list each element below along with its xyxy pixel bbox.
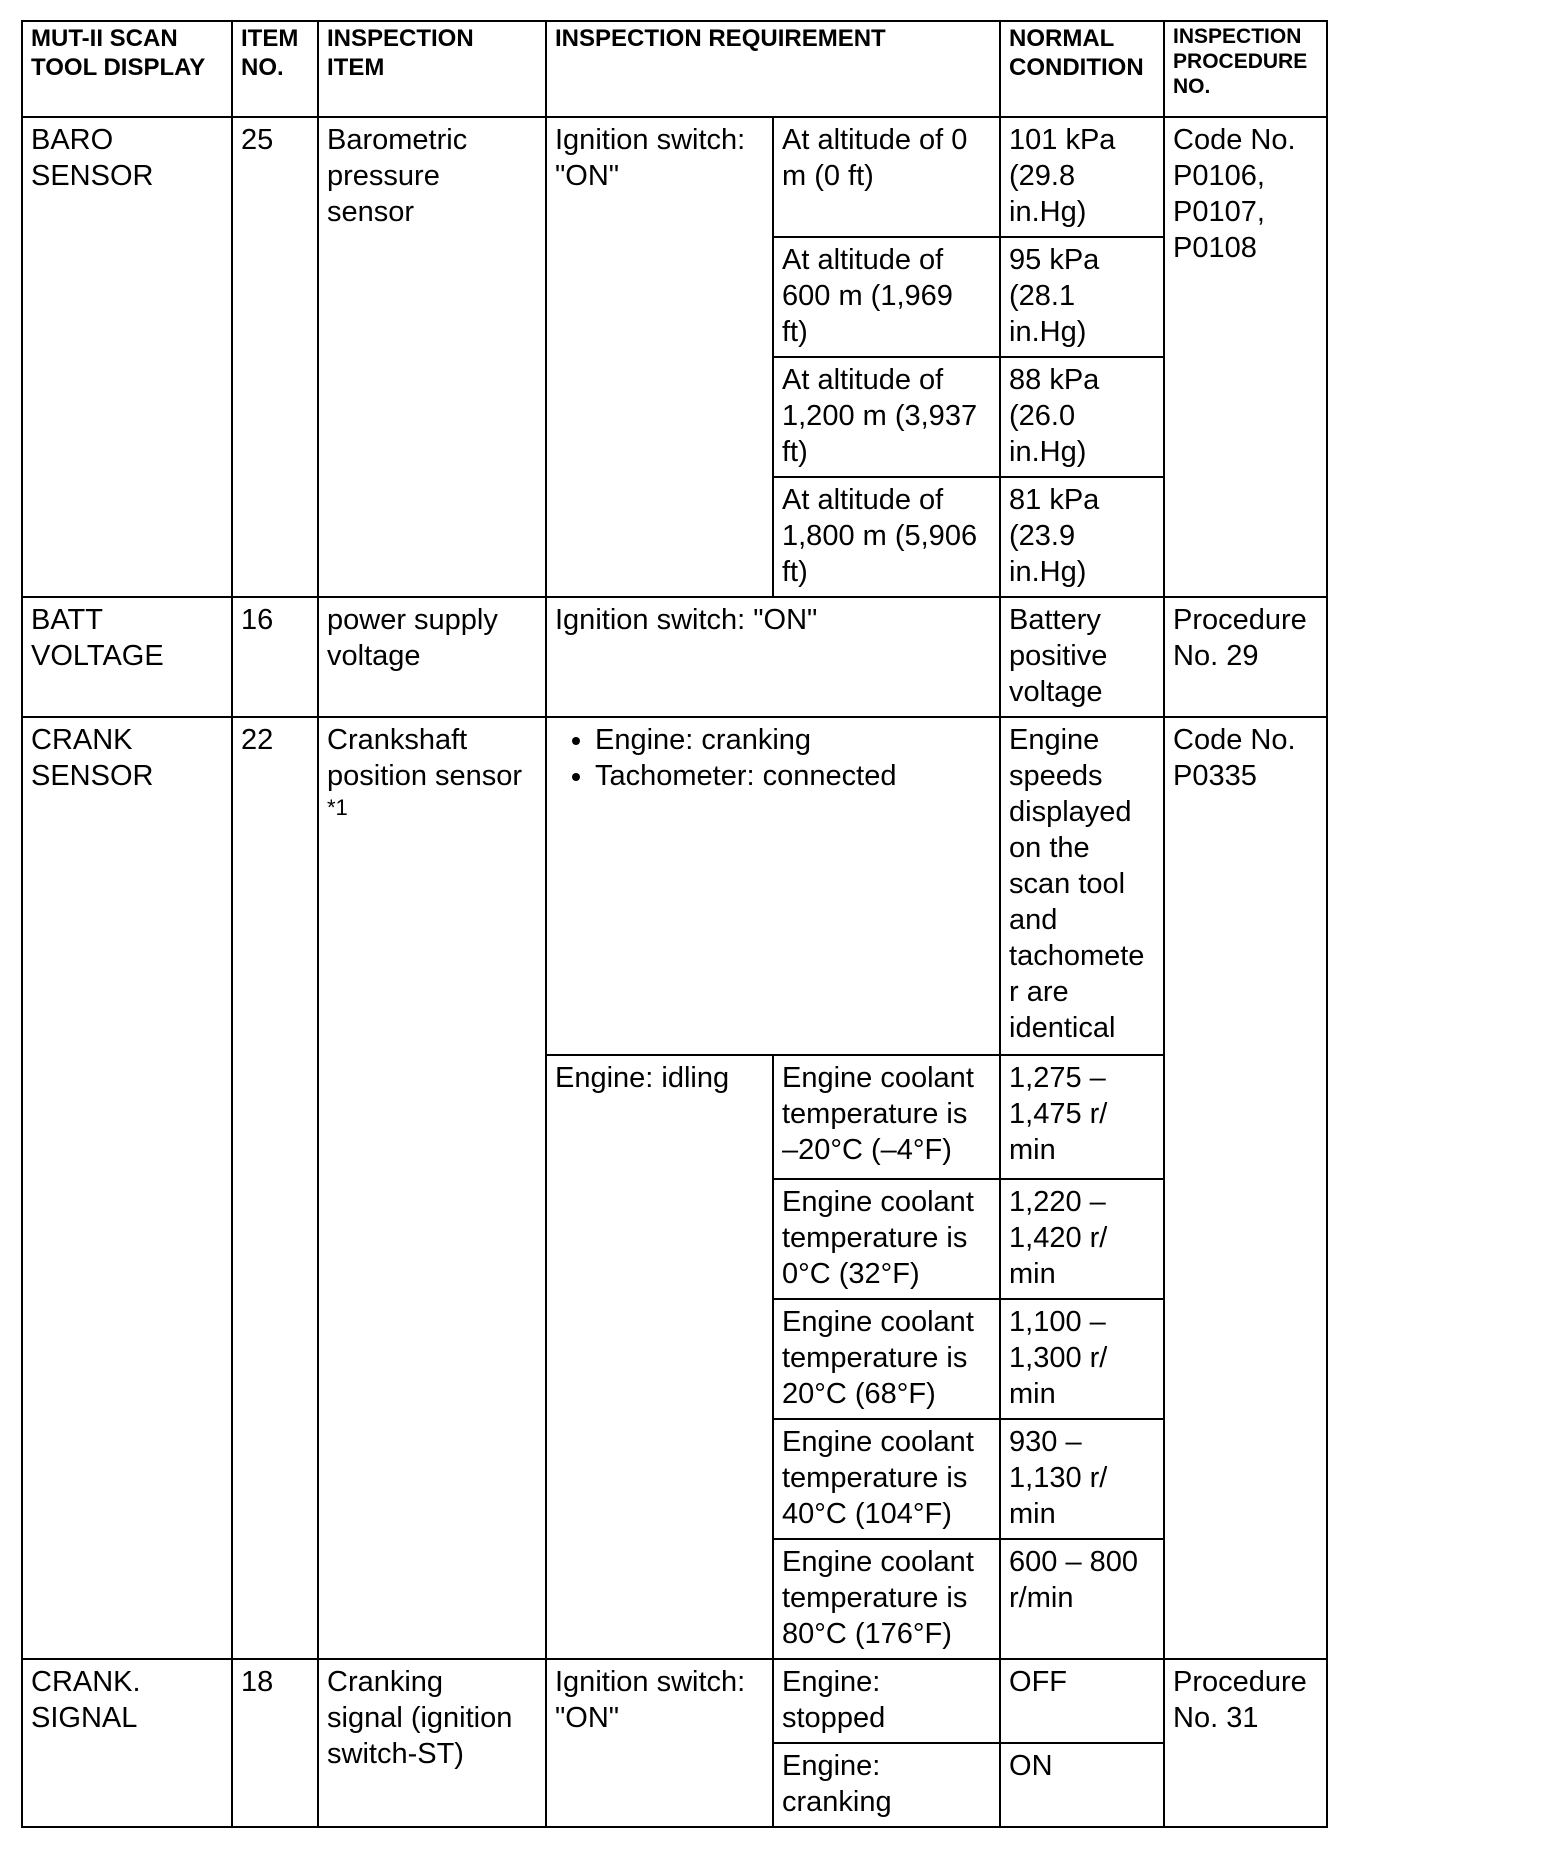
baro-altitude-3: At altitude of 1,200 m (3,937 ft) bbox=[773, 357, 1000, 477]
crank-bullet-2: • Tachometer: connected bbox=[595, 758, 991, 794]
baro-normal-4: 81 kPa (23.9 in.Hg) bbox=[1000, 477, 1164, 597]
crank-cranking-normal: Engine speeds displayed on the scan tool and tachomete r are identical bbox=[1000, 717, 1164, 1055]
signal-state-1: Engine: stopped bbox=[773, 1659, 1000, 1743]
crank-idle-normal-5: 600 – 800 r/min bbox=[1000, 1539, 1164, 1659]
baro-altitude-1: At altitude of 0 m (0 ft) bbox=[773, 117, 1000, 237]
batt-normal: Battery positive voltage bbox=[1000, 597, 1164, 717]
baro-normal-2: 95 kPa (28.1 in.Hg) bbox=[1000, 237, 1164, 357]
header-inspection-requirement: INSPECTION REQUIREMENT bbox=[546, 21, 1000, 117]
crank-idle-normal-2: 1,220 – 1,420 r/ min bbox=[1000, 1179, 1164, 1299]
crank-idle-condition: Engine: idling bbox=[546, 1055, 773, 1659]
batt-display: BATT VOLTAGE bbox=[22, 597, 232, 717]
signal-normal-1: OFF bbox=[1000, 1659, 1164, 1743]
baro-item-no: 25 bbox=[232, 117, 318, 597]
crank-idle-normal-4: 930 – 1,130 r/ min bbox=[1000, 1419, 1164, 1539]
crank-idle-normal-3: 1,100 – 1,300 r/ min bbox=[1000, 1299, 1164, 1419]
crank-bullet-1: • Engine: cranking bbox=[595, 722, 991, 758]
signal-item-no: 18 bbox=[232, 1659, 318, 1827]
crank-item-no: 22 bbox=[232, 717, 318, 1659]
table-row-signal-1 bbox=[22, 1659, 1327, 1743]
batt-procedure: Procedure No. 29 bbox=[1164, 597, 1327, 717]
crank-display: CRANK SENSOR bbox=[22, 717, 232, 1659]
signal-normal-2: ON bbox=[1000, 1743, 1164, 1827]
crank-idle-temp-3: Engine coolant temperature is 20°C (68°F) bbox=[773, 1299, 1000, 1419]
crank-item-cell bbox=[318, 717, 546, 1659]
baro-normal-1: 101 kPa (29.8 in.Hg) bbox=[1000, 117, 1164, 237]
crank-cranking-requirement bbox=[546, 717, 1000, 1055]
crank-idle-normal-1: 1,275 – 1,475 r/ min bbox=[1000, 1055, 1164, 1179]
batt-item-no: 16 bbox=[232, 597, 318, 717]
signal-item: Cranking signal (ignition switch-ST) bbox=[318, 1659, 546, 1827]
crank-idle-temp-2: Engine coolant temperature is 0°C (32°F) bbox=[773, 1179, 1000, 1299]
header-scan-tool-display: MUT-II SCAN TOOL DISPLAY bbox=[22, 21, 232, 117]
signal-condition: Ignition switch: "ON" bbox=[546, 1659, 773, 1827]
baro-altitude-4: At altitude of 1,800 m (5,906 ft) bbox=[773, 477, 1000, 597]
crank-idle-temp-5: Engine coolant temperature is 80°C (176°F) bbox=[773, 1539, 1000, 1659]
baro-item: Barometric pressure sensor bbox=[318, 117, 546, 597]
inspection-table bbox=[21, 20, 1328, 1828]
batt-item: power supply voltage bbox=[318, 597, 546, 717]
crank-item: Crankshaft position sensor bbox=[327, 724, 523, 792]
header-item-no: ITEM NO. bbox=[232, 21, 318, 117]
header-inspection-procedure: INSPECTION PROCEDURE NO. bbox=[1164, 21, 1327, 117]
crank-idle-temp-1: Engine coolant temperature is –20°C (–4°F) bbox=[773, 1055, 1000, 1179]
table-row-crank-cranking bbox=[22, 717, 1327, 1055]
header-row bbox=[22, 21, 1327, 117]
baro-condition: Ignition switch: "ON" bbox=[546, 117, 773, 597]
baro-altitude-2: At altitude of 600 m (1,969 ft) bbox=[773, 237, 1000, 357]
baro-normal-3: 88 kPa (26.0 in.Hg) bbox=[1000, 357, 1164, 477]
crank-procedure: Code No. P0335 bbox=[1164, 717, 1327, 1659]
signal-state-2: Engine: cranking bbox=[773, 1743, 1000, 1827]
baro-procedure: Code No. P0106, P0107, P0108 bbox=[1164, 117, 1327, 597]
signal-procedure: Procedure No. 31 bbox=[1164, 1659, 1327, 1827]
header-normal-condition: NORMAL CONDITION bbox=[1000, 21, 1164, 117]
header-inspection-item: INSPECTION ITEM bbox=[318, 21, 546, 117]
signal-display: CRANK. SIGNAL bbox=[22, 1659, 232, 1827]
batt-requirement: Ignition switch: "ON" bbox=[546, 597, 1000, 717]
table-row-baro-1 bbox=[22, 117, 1327, 237]
crank-item-note: *1 bbox=[327, 795, 348, 820]
baro-display: BARO SENSOR bbox=[22, 117, 232, 597]
crank-idle-temp-4: Engine coolant temperature is 40°C (104°F) bbox=[773, 1419, 1000, 1539]
crank-bullet-list bbox=[555, 722, 991, 794]
table-row-batt bbox=[22, 597, 1327, 717]
